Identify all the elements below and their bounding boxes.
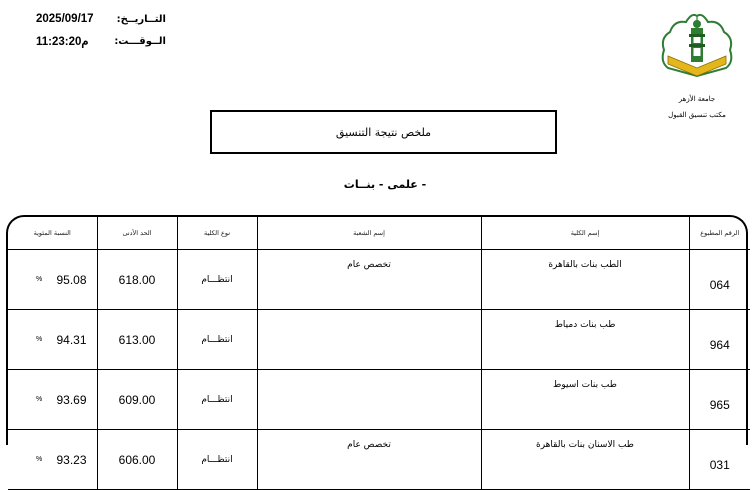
header-code: الرقم المطبوع xyxy=(689,217,750,250)
date-label: التــاريــخ: xyxy=(116,13,166,25)
report-title: ملخص نتيجة التنسيق xyxy=(210,110,557,154)
cell-min: 606.00 xyxy=(97,430,177,490)
cell-min: 618.00 xyxy=(97,250,177,310)
report-subtitle: - علمى - بنــات xyxy=(343,178,427,191)
pct-value: 95.08 xyxy=(56,272,87,287)
date-value: 2025/09/17 xyxy=(36,13,94,25)
cell-college: طب بنات دمياط xyxy=(481,310,689,370)
cell-type: انتظـــام xyxy=(177,370,257,430)
al-azhar-logo-icon xyxy=(656,10,738,82)
cell-code: 964 xyxy=(689,310,750,370)
logo-block xyxy=(656,10,738,119)
cell-college: طب الاسنان بنات بالقاهرة xyxy=(481,430,689,490)
cell-min: 613.00 xyxy=(97,310,177,370)
cell-code: 064 xyxy=(689,250,750,310)
cell-type: انتظـــام xyxy=(177,250,257,310)
header-branch: إسم الشعبة xyxy=(257,217,481,250)
table-row xyxy=(8,370,750,430)
cell-branch xyxy=(257,370,481,430)
results-table xyxy=(6,215,748,472)
cell-college: الطب بنات بالقاهرة xyxy=(481,250,689,310)
cell-branch: تخصص عام xyxy=(257,430,481,490)
table-row xyxy=(8,250,750,310)
pct-value: 93.23 xyxy=(56,452,87,467)
table-header-row xyxy=(8,217,750,250)
cell-pct xyxy=(8,250,97,310)
table-row xyxy=(8,310,750,370)
university-name: جامعة الأزهر xyxy=(678,95,716,103)
percent-sign: % xyxy=(36,336,43,343)
cell-type: انتظـــام xyxy=(177,310,257,370)
pct-value: 94.31 xyxy=(56,332,87,347)
cell-pct xyxy=(8,310,97,370)
cell-code: 965 xyxy=(689,370,750,430)
report-meta xyxy=(36,8,166,52)
cell-college: طب بنات اسيوط xyxy=(481,370,689,430)
percent-sign: % xyxy=(36,276,43,283)
table-row xyxy=(8,430,750,490)
time-label: الــوقـــت: xyxy=(114,35,166,47)
cell-min: 609.00 xyxy=(97,370,177,430)
percent-sign: % xyxy=(36,456,43,463)
percent-sign: % xyxy=(36,396,43,403)
header-college: إسم الكلية xyxy=(481,217,689,250)
cell-branch xyxy=(257,310,481,370)
cell-type: انتظـــام xyxy=(177,430,257,490)
cell-branch: تخصص عام xyxy=(257,250,481,310)
header-pct: النسبة المئوية xyxy=(8,217,97,250)
cell-pct xyxy=(8,430,97,490)
header-min: الحد الأدنى xyxy=(97,217,177,250)
office-name: مكتب تنسيق القبول xyxy=(668,111,726,119)
pct-value: 93.69 xyxy=(56,392,87,407)
cell-code: 031 xyxy=(689,430,750,490)
time-value: 11:23:20م xyxy=(36,36,89,48)
header-type: نوع الكلية xyxy=(177,217,257,250)
time-row xyxy=(36,30,166,52)
date-row xyxy=(36,8,166,30)
cell-pct xyxy=(8,370,97,430)
